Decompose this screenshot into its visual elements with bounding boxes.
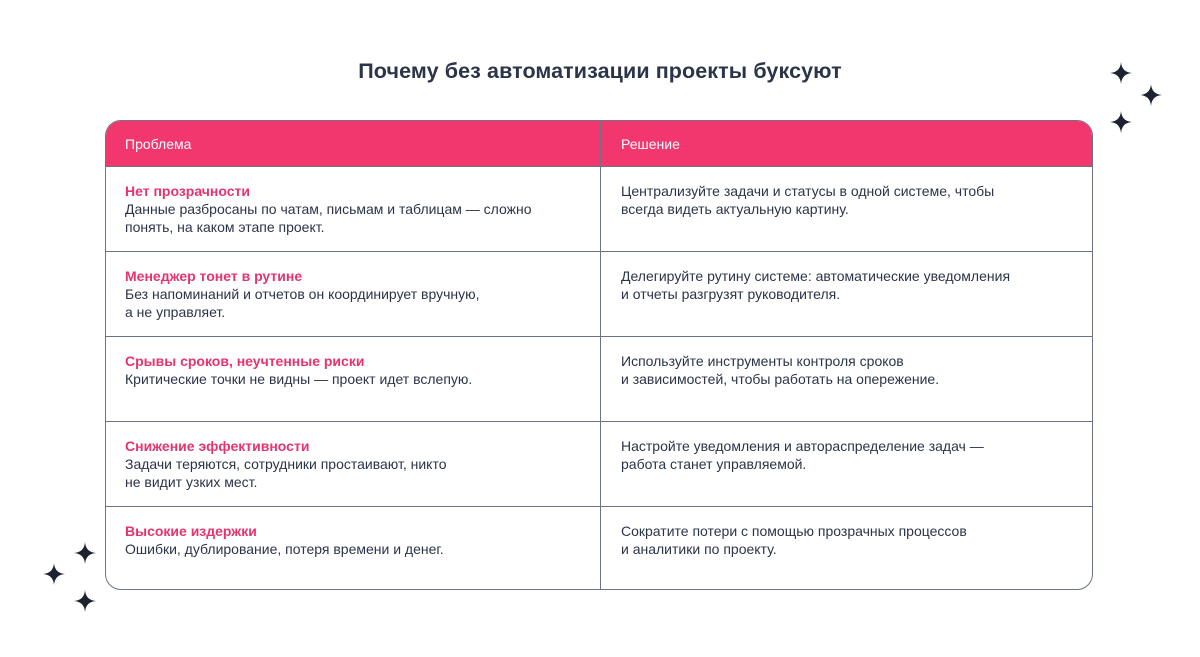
sparkle-icon	[73, 541, 97, 565]
sparkle-icon	[1109, 110, 1133, 134]
page-title: Почему без автоматизации проекты буксуют	[358, 59, 842, 83]
sparkle-icon	[42, 562, 66, 586]
table-row	[106, 336, 1092, 421]
problem-cell	[125, 352, 585, 388]
problem-cell	[125, 437, 585, 491]
problem-description: Критические точки не видны — проект идет вслепую.	[125, 371, 473, 387]
sparkle-icon	[1109, 61, 1133, 85]
problem-title: Срывы сроков, неучтенные риски	[125, 353, 365, 369]
solution-cell: Настройте уведомления и автораспределение задач — работа станет управляемой.	[621, 438, 984, 472]
table-row	[106, 251, 1092, 336]
problem-cell	[125, 267, 585, 321]
problem-cell	[125, 522, 585, 558]
problem-title: Снижение эффективности	[125, 438, 310, 454]
solution-cell: Делегируйте рутину системе: автоматические уведомления и отчеты разгрузят руководителя.	[621, 268, 1011, 302]
solution-cell: Централизуйте задачи и статусы в одной системе, чтобы всегда видеть актуальную картину.	[621, 183, 995, 217]
header-solution: Решение	[621, 136, 680, 152]
solution-cell: Сократите потери с помощью прозрачных процессов и аналитики по проекту.	[621, 523, 967, 557]
column-divider	[600, 121, 601, 589]
problem-description: Ошибки, дублирование, потеря времени и денег.	[125, 541, 444, 557]
table-row	[106, 421, 1092, 506]
comparison-table	[105, 120, 1093, 590]
table-row	[106, 506, 1092, 590]
problem-description: Без напоминаний и отчетов он координирует вручную, а не управляет.	[125, 286, 480, 320]
problem-title: Нет прозрачности	[125, 183, 250, 199]
header-problem: Проблема	[125, 136, 192, 152]
solution-cell: Используйте инструменты контроля сроков и зависимостей, чтобы работать на опережение.	[621, 353, 940, 387]
table-row	[106, 166, 1092, 251]
table-header	[106, 121, 1092, 166]
problem-cell	[125, 182, 585, 236]
problem-title: Высокие издержки	[125, 523, 257, 539]
sparkle-icon	[1139, 83, 1163, 107]
problem-description: Данные разбросаны по чатам, письмам и таблицам — сложно понять, на каком этапе проект.	[125, 201, 532, 235]
sparkle-icon	[73, 589, 97, 613]
problem-title: Менеджер тонет в рутине	[125, 268, 303, 284]
problem-description: Задачи теряются, сотрудники простаивают, никто не видит узких мест.	[125, 456, 447, 490]
